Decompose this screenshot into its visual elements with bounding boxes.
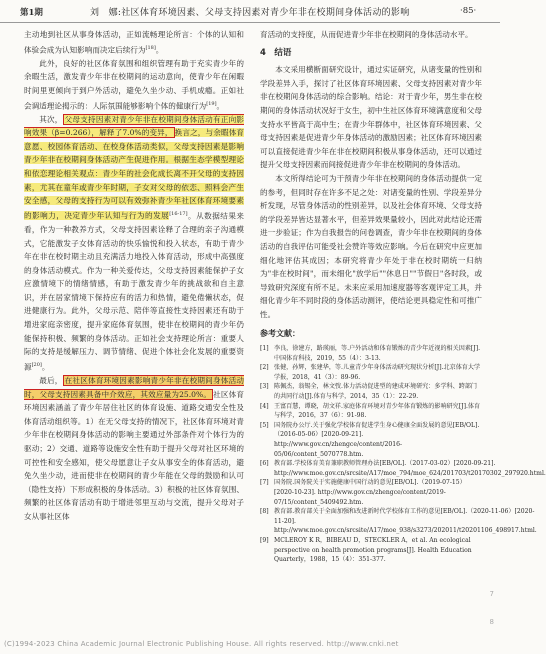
reference-item: [260, 507, 537, 536]
reference-item: [260, 459, 546, 478]
reference-item: [260, 402, 482, 421]
side-mark: 8: [489, 618, 494, 626]
reference-text: 国务院.国务院关于实施健康中国行动的意见[EB/OL].（2019-07-15）[2020-10-23]. http://www.gov.cn/zhengce/content/2019-07/15/content_5409492.htm.: [274, 479, 466, 506]
reference-text: MCLEROY K R，BIBEAU D，STECKLER A，et al. An ecological perspective on health promotion programs[J]. Health Education Quarterly，1988，15（4）：351-377.: [274, 536, 472, 564]
reference-number: [3]: [260, 383, 269, 391]
reference-item: [260, 478, 482, 507]
paragraph: 其次， 父母支持因素对青少年非在校期间身体活动有正向影响效果（β=0.266），解释了7.0%的变异， 换言之，与余暇体育意愿、校园体育活动、在校身体活动类似，父母支持因素是影响青少年非在校期间身体活动产生促进作用。根据生态学模型理论和依恋理论相关观点：青少年的社会化成长离不开父母的支持因素，尤其在童年或青少年时期，子女对父母的依恋、照料会产生安全感，父母的支持行为可以有效弥补青少年社区体育环境要素的影响力，决定青少年认知与行为的发展[16-17]。从数据结果来看，作为一种教养方式，父母支持因素诠释了合理的亲子沟通模式，它能激发子女体育活动的快乐愉悦和投入状态，有助于青少年在非在校时期主动且充满活力地投入体育活动，形成中高强度的身体活动模式。作为一种关爱传达，父母支持因素能保护子女应激情境下的情绪情感，有助于激发青少年的挑战欲和自主意识，并在居家情境下保持应有的活力和热情，避免倦懒状态，促进健康行为。此外，父母示范、陪伴等直接性支持因素还有助于增进家庭亲密度，提升家庭体育氛围，使非在校期间的青少年仍能保持积极、频繁的身体活动。正如社会支持理论所言：重要人际的支持是缓解压力、调节情绪、促进个体社会化发展的重要资源[20]。: [24, 114, 245, 372]
references-heading: 参考文献：: [260, 329, 300, 339]
paragraph: 育活动的支持度，从而促进青少年非在校期间的身体活动水平。: [260, 30, 473, 39]
reference-text: 教育部.学校体育美育兼职教师管理办法[EB/OL].（2017-03-02）[2020-09-21]. http://www.moe.gov.cn/srcsite/A17/moe_794/moe_624/201703/t20170302_297920.html.: [274, 460, 546, 477]
paragraph: 主动地到社区从事身体活动，正如流畅理论所言：个体的认知和体验会成为认知影响而决定后续行为[18]。: [24, 30, 244, 55]
paragraph: 最后， 在社区体育环境因素影响青少年非在校期间身体活动时，父母支持因素具备中介效应，其效应量为25.0%。 社区体育环境因素涵盖了青少年居住社区的体育设施、道路交通安全性及体育活动组织等。1）在无父母支持的情况下，社区体育环境对青少年非在校期间身体活动的影响主要通过外部条件对个体行为的驱动；2）交通、道路等设施安全性有助于提升父母对社区环境的可控性和安全感知，使父母愿意让子女从事安全的体育活动，避免久坐少动，进而使非在校期间的青少年能在父母的鼓励和认可（隐性支持）下形成积极的身体活动。3）积极的社区体育氛围、频繁的社区体育活动有助于增进邻里互动与交流，提升父母对子女从事社区体: [24, 375, 245, 521]
page-number: ·85·: [460, 6, 477, 16]
reference-number: [8]: [260, 508, 269, 516]
reference-text: 李良，徐建方，路瑛丽，等.户外活动和体育锻炼的青少年近视的相关因素[J].中国体育科技，2019，55（4）：3-13.: [274, 345, 481, 362]
copyright-footer: (C)1994-2023 China Academic Journal Electronic Publishing House. All rights reserved. http://www.cnki.net: [4, 640, 399, 648]
reference-number: [7]: [260, 479, 269, 487]
reference-text: 教育部.教育部关于全面加强和改进新时代学校体育工作的意见[EB/OL].（2020-11-06）[2020-11-20]. http://www.moe.gov.cn/srcsite/A17/moe_938/s3273/202011/t20201106_498917.html.: [274, 508, 537, 535]
reference-item: [260, 363, 482, 382]
section-heading: 4 结语: [260, 47, 292, 58]
reference-number: [9]: [260, 536, 269, 544]
reference-text: 国务院办公厅.关于强化学校体育促进学生身心健康全面发展的意见[EB/OL].（2016-05-06）[2020-09-21]. http://www.gov.cn/zhengce/content/2016-05/06/content_5070778.htm.: [274, 421, 480, 458]
reference-number: [6]: [260, 460, 269, 468]
left-column: [24, 28, 244, 524]
reference-item: [260, 382, 482, 401]
side-mark: 7: [489, 590, 494, 598]
issue-number: 第1期: [20, 8, 43, 18]
reference-number: [5]: [260, 421, 269, 429]
reference-number: [1]: [260, 345, 269, 353]
reference-text: 陈佩杰，翁锡全，林文弢.体力活动促进型的建成环境研究：多学科、跨部门的共同行动[J].体育与科学，2014，35（1）：22-29.: [274, 383, 478, 401]
running-header: [0, 0, 500, 23]
reference-number: [2]: [260, 364, 269, 372]
reference-item: [260, 421, 482, 459]
highlighted-finding-mediation: 在社区体育环境因素影响青少年非在校期间身体活动时，父母支持因素具备中介效应，其效应量为25.0%。: [24, 375, 245, 399]
reference-text: 王富百慧，谭晓，胡文祥.家庭体育环境对青少年体育锻炼的影响研究[J].体育与科学，2016，37（6）：91-98.: [274, 402, 481, 420]
reference-number: [4]: [260, 402, 269, 410]
reference-item: [260, 344, 482, 363]
highlighted-finding-parent-support: 父母支持因素对青少年非在校期间身体活动有正向影响效果（β=0.266），解释了7.0%的变异，: [24, 114, 245, 138]
paragraph: 此外，良好的社区体育氛围和组织管理有助于充实青少年的余暇生活，激发青少年非在校期间的运动意向，使青少年在闲暇时间里更倾向于到户外活动，避免久坐少动、手机成瘾。正如社会调适理论揭示的：人际氛围能够影响个体的健康行为[19]。: [24, 58, 244, 111]
running-title: 刘 娜:社区体育环境因素、父母支持因素对青少年非在校期间身体活动的影响: [90, 8, 410, 18]
reference-list: [260, 344, 546, 565]
right-column: [260, 28, 546, 565]
paragraph: 本文所得结论可为干预青少年非在校期间的身体活动提供一定的参考，但同时存在许多不足之处：对诸变量的性别、学段差异分析发现，尽管身体活动的性别差异，以及社会体育环境、父母支持的学段差异皆达显著水平，但差异效果量较小，因此对此结论还需进一步验证；作为自我报告的问卷调查，青少年非在校期间的身体活动的自我评估可能受社会赞许等效应影响。今后在研究中应更加细化地评估其成因；本研究将青少年处于非在校时期统一归纳为"非在校时间"，而未细化"放学后""休息日""节假日"各时段，或导致研究深度有所不足。未来应采用加速度器等客观评定工具，并细化青少年不同时段的身体活动测评，使结论更具稳定性和可推广性。: [260, 173, 482, 319]
paragraph: 本文采用横断面研究设计，通过实证研究，从诸变量的性别和学段差异入手，探讨了社区体育环境因素、父母支持因素对青少年非在校期间身体活动的综合影响。结论：对于青少年，男生非在校期间的身体活动状况好于女生，初中生社区体育环境满意度和父母支持水平皆高于高中生；在青少年群体中，社区体育环境因素、父母支持因素是促进青少年身体活动的激励因素；社区体育环境因素可以直接促进青少年在非在校期间积极从事身体活动，还可以通过提升父母支持因素而间接促进青少年非在校期间的身体活动。: [260, 65, 482, 170]
reference-text: 张健，孙辉，张建华，等.儿童青少年身体活动研究现状分析[J].北京体育大学学报，2018，41（3）：89-96.: [274, 364, 481, 381]
reference-item: [260, 536, 482, 565]
